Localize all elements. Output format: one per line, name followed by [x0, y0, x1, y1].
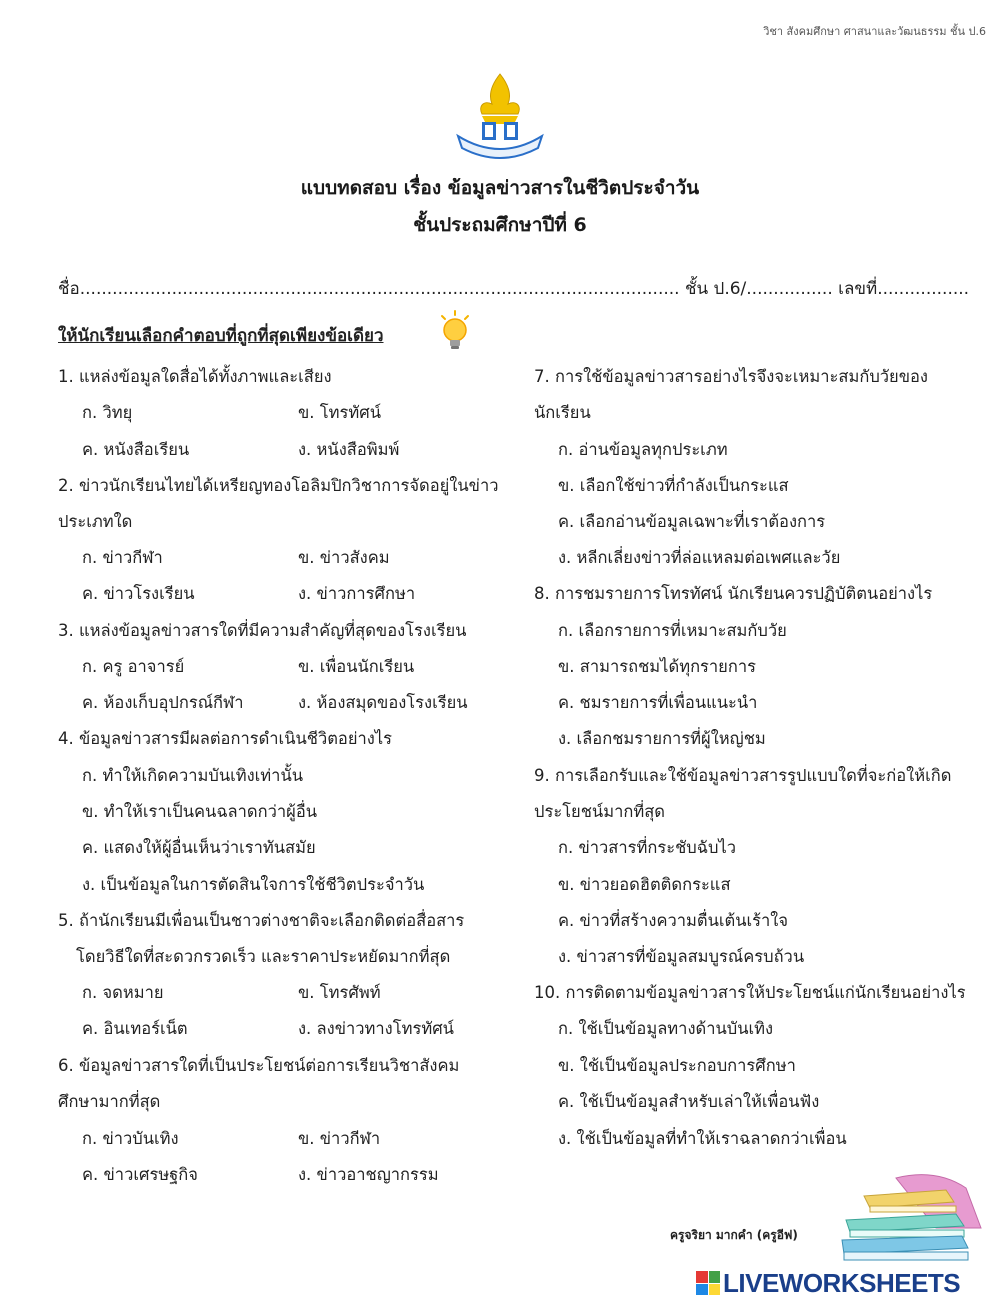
student-info-line[interactable]: ชื่อ............................................................................................................... ชั้น ป.6/................ เลขที่.................	[58, 279, 970, 299]
question-8: 8. การชมรายการโทรทัศน์ นักเรียนควรปฏิบัติตนอย่างไร	[534, 584, 933, 603]
q8-option-c[interactable]: ค. ชมรายการที่เพื่อนแนะนำ	[558, 693, 758, 712]
question-5: 5. ถ้านักเรียนมีเพื่อนเป็นชาวต่างชาติจะเลือกติดต่อสื่อสาร	[58, 911, 465, 930]
question-6-cont: ศึกษามากที่สุด	[58, 1092, 161, 1111]
question-10: 10. การติดตามข้อมูลข่าวสารให้ประโยชน์แก่นักเรียนอย่างไร	[534, 983, 966, 1002]
q3-option-b[interactable]: ข. เพื่อนนักเรียน	[298, 657, 415, 676]
question-9: 9. การเลือกรับและใช้ข้อมูลข่าวสารรูปแบบใดที่จะก่อให้เกิด	[534, 766, 952, 785]
teacher-credit: ครูจริยา มากคำ (ครูอีฟ)	[670, 1228, 798, 1242]
q5-option-b[interactable]: ข. โทรศัพท์	[298, 983, 381, 1002]
q5-option-c[interactable]: ค. อินเทอร์เน็ต	[82, 1019, 188, 1038]
q4-option-d[interactable]: ง. เป็นข้อมูลในการตัดสินใจการใช้ชีวิตประจำวัน	[82, 875, 425, 894]
liveworksheets-brand: LIVEWORKSHEETS	[723, 1267, 961, 1298]
q7-option-c[interactable]: ค. เลือกอ่านข้อมูลเฉพาะที่เราต้องการ	[558, 512, 826, 531]
question-9-cont: ประโยชน์มากที่สุด	[534, 802, 666, 821]
q10-option-b[interactable]: ข. ใช้เป็นข้อมูลประกอบการศึกษา	[558, 1056, 796, 1075]
q2-option-c[interactable]: ค. ข่าวโรงเรียน	[82, 584, 195, 603]
q9-option-c[interactable]: ค. ข่าวที่สร้างความตื่นเต้นเร้าใจ	[558, 911, 789, 930]
question-4: 4. ข้อมูลข่าวสารมีผลต่อการดำเนินชีวิตอย่างไร	[58, 729, 392, 748]
question-5-cont: โดยวิธีใดที่สะดวกรวดเร็ว และราคาประหยัดมากที่สุด	[76, 947, 451, 966]
question-2-cont: ประเภทใด	[58, 512, 133, 531]
q6-option-a[interactable]: ก. ข่าวบันเทิง	[82, 1129, 179, 1148]
question-2: 2. ข่าวนักเรียนไทยได้เหรียญทองโอลิมปิกวิชาการจัดอยู่ในข่าว	[58, 476, 499, 495]
question-6: 6. ข้อมูลข่าวสารใดที่เป็นประโยชน์ต่อการเรียนวิชาสังคม	[58, 1056, 460, 1075]
q7-option-d[interactable]: ง. หลีกเลี่ยงข่าวที่ล่อแหลมต่อเพศและวัย	[558, 548, 841, 567]
q8-option-d[interactable]: ง. เลือกชมรายการที่ผู้ใหญ่ชม	[558, 729, 766, 748]
books-stack-icon	[836, 1168, 986, 1268]
q10-option-d[interactable]: ง. ใช้เป็นข้อมูลที่ทำให้เราฉลาดกว่าเพื่อน	[558, 1129, 847, 1148]
q1-option-c[interactable]: ค. หนังสือเรียน	[82, 440, 190, 459]
q9-option-a[interactable]: ก. ข่าวสารที่กระชับฉับไว	[558, 838, 737, 857]
question-7: 7. การใช้ข้อมูลข่าวสารอย่างไรจึงจะเหมาะสมกับวัยของ	[534, 367, 928, 386]
q3-option-a[interactable]: ก. ครู อาจารย์	[82, 657, 185, 676]
question-1: 1. แหล่งข้อมูลใดสื่อได้ทั้งภาพและเสียง	[58, 367, 332, 386]
q2-option-a[interactable]: ก. ข่าวกีฬา	[82, 548, 163, 567]
q1-option-d[interactable]: ง. หนังสือพิมพ์	[298, 440, 400, 459]
q5-option-a[interactable]: ก. จดหมาย	[82, 983, 164, 1002]
q10-option-a[interactable]: ก. ใช้เป็นข้อมูลทางด้านบันเทิง	[558, 1019, 774, 1038]
q6-option-b[interactable]: ข. ข่าวกีฬา	[298, 1129, 381, 1148]
q8-option-a[interactable]: ก. เลือกรายการที่เหมาะสมกับวัย	[558, 621, 787, 640]
q6-option-c[interactable]: ค. ข่าวเศรษฐกิจ	[82, 1165, 198, 1184]
q9-option-b[interactable]: ข. ข่าวยอดฮิตติดกระแส	[558, 875, 731, 894]
q8-option-b[interactable]: ข. สามารถชมได้ทุกรายการ	[558, 657, 756, 676]
q5-option-d[interactable]: ง. ลงข่าวทางโทรทัศน์	[298, 1019, 454, 1038]
question-3: 3. แหล่งข้อมูลข่าวสารใดที่มีความสำคัญที่สุดของโรงเรียน	[58, 621, 467, 640]
q4-option-b[interactable]: ข. ทำให้เราเป็นคนฉลาดกว่าผู้อื่น	[82, 802, 318, 821]
q7-option-a[interactable]: ก. อ่านข้อมูลทุกประเภท	[558, 440, 728, 459]
school-logo-icon	[452, 70, 548, 160]
q9-option-d[interactable]: ง. ข่าวสารที่ข้อมูลสมบูรณ์ครบถ้วน	[558, 947, 805, 966]
question-7-cont: นักเรียน	[534, 403, 591, 422]
q4-option-c[interactable]: ค. แสดงให้ผู้อื่นเห็นว่าเราทันสมัย	[82, 838, 316, 857]
liveworksheets-mark-icon	[696, 1271, 720, 1295]
q4-option-a[interactable]: ก. ทำให้เกิดความบันเทิงเท่านั้น	[82, 766, 304, 785]
lightbulb-icon	[436, 310, 474, 352]
instruction: ให้นักเรียนเลือกคำตอบที่ถูกที่สุดเพียงข้อเดียว	[58, 326, 384, 346]
q7-option-b[interactable]: ข. เลือกใช้ข่าวที่กำลังเป็นกระแส	[558, 476, 789, 495]
exam-title: แบบทดสอบ เรื่อง ข้อมูลข่าวสารในชีวิตประจำวัน	[300, 177, 700, 199]
q1-option-a[interactable]: ก. วิทยุ	[82, 403, 133, 422]
q3-option-d[interactable]: ง. ห้องสมุดของโรงเรียน	[298, 693, 468, 712]
q2-option-b[interactable]: ข. ข่าวสังคม	[298, 548, 390, 567]
subject-header: วิชา สังคมศึกษา ศาสนาและวัฒนธรรม ชั้น ป.6	[763, 25, 986, 38]
exam-grade: ชั้นประถมศึกษาปีที่ 6	[413, 214, 587, 236]
q2-option-d[interactable]: ง. ข่าวการศึกษา	[298, 584, 416, 603]
q1-option-b[interactable]: ข. โทรทัศน์	[298, 403, 381, 422]
liveworksheets-logo	[696, 1266, 960, 1300]
q6-option-d[interactable]: ง. ข่าวอาชญากรรม	[298, 1165, 439, 1184]
q3-option-c[interactable]: ค. ห้องเก็บอุปกรณ์กีฬา	[82, 693, 244, 712]
q10-option-c[interactable]: ค. ใช้เป็นข้อมูลสำหรับเล่าให้เพื่อนฟัง	[558, 1092, 820, 1111]
